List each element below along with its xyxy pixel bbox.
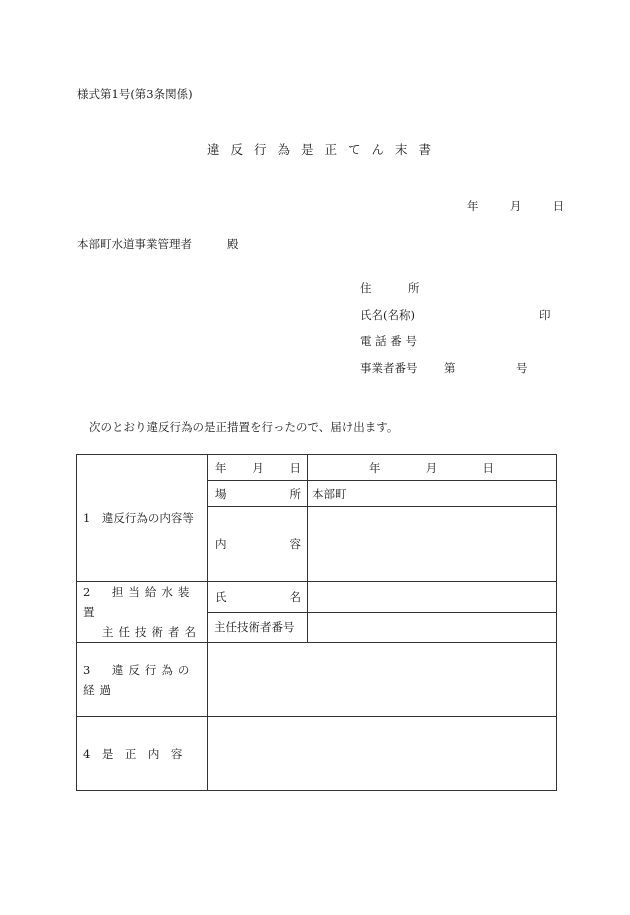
section4-label: 4 是 正 内 容	[77, 717, 208, 791]
content-value[interactable]	[308, 507, 557, 582]
form-number: 様式第1号(第3条関係)	[77, 87, 193, 101]
header-date-day: 日	[552, 199, 565, 213]
section2-label-line2: 主任技術者名	[102, 625, 201, 639]
phone-label: 電 話 番 号	[360, 334, 417, 348]
section2-label	[77, 582, 208, 643]
tech-name-label-2: 名	[289, 589, 301, 604]
document-title: 違反行為是正てん末書	[207, 142, 443, 157]
date-label-year: 年	[215, 460, 227, 475]
addressee-honorific: 殿	[227, 237, 239, 251]
addressee	[77, 236, 239, 252]
applicant-block	[358, 280, 558, 386]
date-value-day: 日	[482, 460, 494, 475]
date-value-month: 月	[425, 460, 438, 475]
seal-mark: 印	[539, 307, 551, 322]
content-label-2: 容	[289, 537, 301, 551]
content-label-1: 内	[215, 537, 227, 551]
section1-label: 1 違反行為の内容等	[77, 455, 208, 582]
address-label-2: 所	[408, 281, 420, 295]
tech-name-value[interactable]	[308, 582, 557, 613]
content-label-cell	[208, 507, 308, 582]
date-label-month: 月	[252, 460, 264, 475]
tech-name-label-cell	[208, 582, 308, 613]
place-label-cell	[208, 481, 308, 507]
section3-value[interactable]	[208, 643, 557, 717]
intro-text: 次のとおり違反行為の是正措置を行ったので、届け出ます。	[89, 420, 399, 434]
report-table	[76, 454, 557, 791]
applicant-name-row	[358, 307, 558, 334]
place-label-2: 所	[289, 486, 301, 501]
business-no-suffix: 号	[516, 360, 528, 375]
applicant-business-row	[358, 360, 558, 387]
header-date-month: 月	[509, 199, 522, 213]
tech-no-label: 主任技術者番号	[208, 612, 308, 643]
name-label: 氏名(名称)	[360, 307, 415, 322]
place-label-1: 場	[215, 486, 227, 501]
addressee-name: 本部町水道事業管理者	[77, 237, 192, 251]
tech-no-value[interactable]	[308, 612, 557, 643]
date-value-year: 年	[369, 460, 381, 475]
applicant-address-row	[358, 280, 558, 307]
header-date-year: 年	[467, 199, 479, 213]
tech-name-label-1: 氏	[215, 589, 227, 604]
date-value-cell[interactable]	[308, 455, 557, 481]
address-label-1: 住	[360, 281, 372, 295]
date-label-cell	[208, 455, 308, 481]
place-value[interactable]: 本部町	[308, 481, 557, 507]
section3-label: 3 違反行為の経過	[77, 643, 208, 717]
applicant-phone-row	[358, 333, 558, 360]
business-no-prefix: 第	[444, 360, 456, 375]
section4-value[interactable]	[208, 717, 557, 791]
section2-label-line1: 2 担当給水装置	[83, 585, 195, 619]
business-no-label: 事業者番号	[360, 360, 418, 375]
date-label-day: 日	[289, 460, 301, 475]
header-date	[467, 198, 564, 214]
